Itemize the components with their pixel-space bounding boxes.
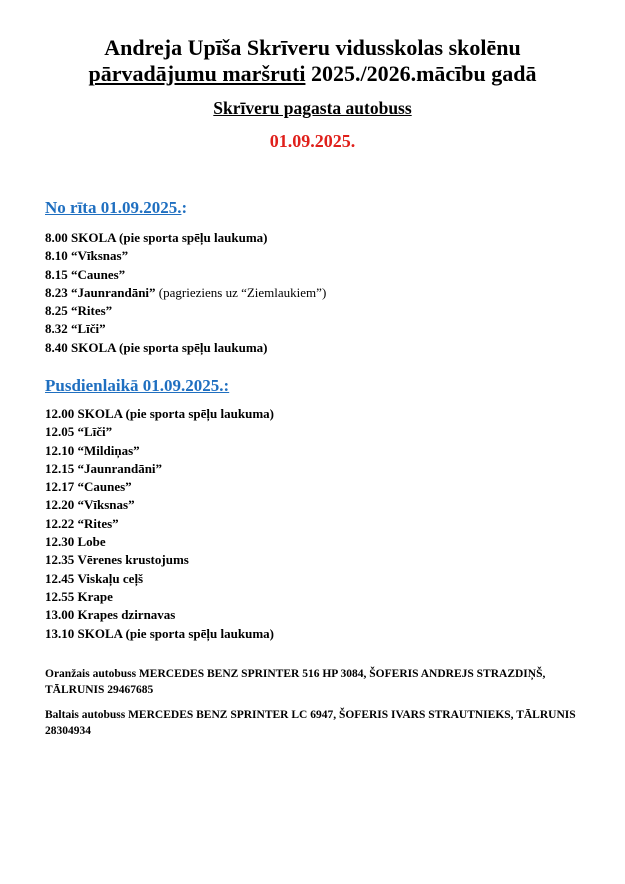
stop-place: “Vīksnas”: [77, 497, 135, 513]
stop-place: Viskaļu ceļš: [77, 570, 144, 586]
morning-heading-text: No rīta 01.09.2025.: [45, 198, 182, 217]
stop-row: [45, 515, 274, 533]
stop-time: 8.00: [45, 230, 68, 245]
stop-row: [45, 570, 274, 588]
stop-time: 8.10: [45, 248, 68, 264]
bus-info-white: Baltais autobuss MERCEDES BENZ SPRINTER LC 6947, ŠOFERIS IVARS STRAUTNIEKS, TĀLRUNIS 28304934: [45, 709, 576, 737]
stop-place: “Mildiņas”: [77, 442, 140, 458]
stop-time: 12.35: [45, 552, 75, 568]
schedule-date: 01.09.2025.: [269, 131, 356, 151]
title-underlined-text: pārvadājumu maršruti: [88, 61, 306, 86]
stop-place: “Caunes”: [77, 479, 132, 495]
morning-stop-list: [45, 229, 326, 357]
stop-place: SKOLA (pie sporta spēļu laukuma): [77, 625, 274, 641]
page-title-line-2: [0, 61, 625, 87]
stop-row: [45, 551, 274, 569]
stop-time: 12.22: [45, 515, 75, 531]
stop-time: 8.32: [45, 321, 68, 337]
stop-time: 8.25: [45, 303, 68, 319]
stop-row: [45, 229, 326, 247]
stop-place: “Caunes”: [71, 266, 126, 282]
stop-time: 12.17: [45, 479, 75, 495]
stop-row: [45, 460, 274, 478]
stop-row: [45, 423, 274, 441]
stop-time: 12.05: [45, 424, 75, 440]
stop-time: 12.45: [45, 570, 75, 586]
stop-place: “Līči”: [71, 321, 106, 337]
stop-time: 12.55: [45, 588, 75, 604]
stop-row: [45, 496, 274, 514]
stop-time: 8.23: [45, 284, 68, 300]
stop-place: “Jaunrandāni”: [71, 284, 156, 300]
morning-heading-suffix: :: [181, 198, 188, 217]
morning-heading: [45, 198, 187, 218]
stop-place: “Vīksnas”: [71, 248, 129, 264]
page-subtitle: Skrīveru pagasta autobuss: [213, 98, 412, 118]
stop-row: [45, 606, 274, 624]
midday-heading: Pusdienlaikā 01.09.2025.:: [45, 376, 230, 395]
stop-row: [45, 284, 326, 302]
stop-place: “Rites”: [71, 303, 113, 319]
stop-row: [45, 266, 326, 284]
stop-place: Lobe: [77, 534, 106, 550]
stop-place: “Jaunrandāni”: [77, 460, 163, 476]
stop-row: [45, 302, 326, 320]
stop-row: [45, 478, 274, 496]
stop-time: 13.00: [45, 607, 75, 623]
stop-time: 12.20: [45, 497, 75, 513]
stop-row: [45, 442, 274, 460]
stop-row: [45, 405, 274, 423]
stop-row: [45, 247, 326, 265]
title-rest-text: 2025./2026.mācību gadā: [305, 61, 537, 86]
stop-place: Vērenes krustojums: [77, 552, 189, 568]
stop-time: 12.00: [45, 406, 75, 421]
stop-time: 8.40: [45, 339, 68, 355]
stop-row: [45, 625, 274, 643]
stop-time: 12.10: [45, 442, 75, 458]
stop-row: [45, 533, 274, 551]
stop-time: 13.10: [45, 625, 75, 641]
stop-place: “Rites”: [77, 515, 119, 531]
stop-time: 12.30: [45, 534, 75, 550]
stop-row: [45, 339, 326, 357]
stop-place: SKOLA (pie sporta spēļu laukuma): [71, 230, 268, 245]
stop-row: [45, 320, 326, 338]
stop-place: SKOLA (pie sporta spēļu laukuma): [71, 339, 268, 355]
stop-note: (pagrieziens uz “Ziemlaukiem”): [155, 284, 327, 300]
stop-place: Krape: [77, 588, 113, 604]
stop-row: [45, 588, 274, 606]
bus-info-orange: Oranžais autobuss MERCEDES BENZ SPRINTER 516 HP 3084, ŠOFERIS ANDREJS STRAZDIŅŠ, TĀLRUNIS 29467685: [45, 668, 546, 696]
stop-place: “Līči”: [77, 424, 113, 440]
midday-stop-list: [45, 405, 274, 643]
stop-time: 8.15: [45, 266, 68, 282]
stop-place: SKOLA (pie sporta spēļu laukuma): [77, 406, 274, 421]
page-title-line-1: Andreja Upīša Skrīveru vidusskolas skolēnu: [104, 35, 521, 60]
stop-time: 12.15: [45, 460, 75, 476]
stop-place: Krapes dzirnavas: [77, 607, 176, 623]
